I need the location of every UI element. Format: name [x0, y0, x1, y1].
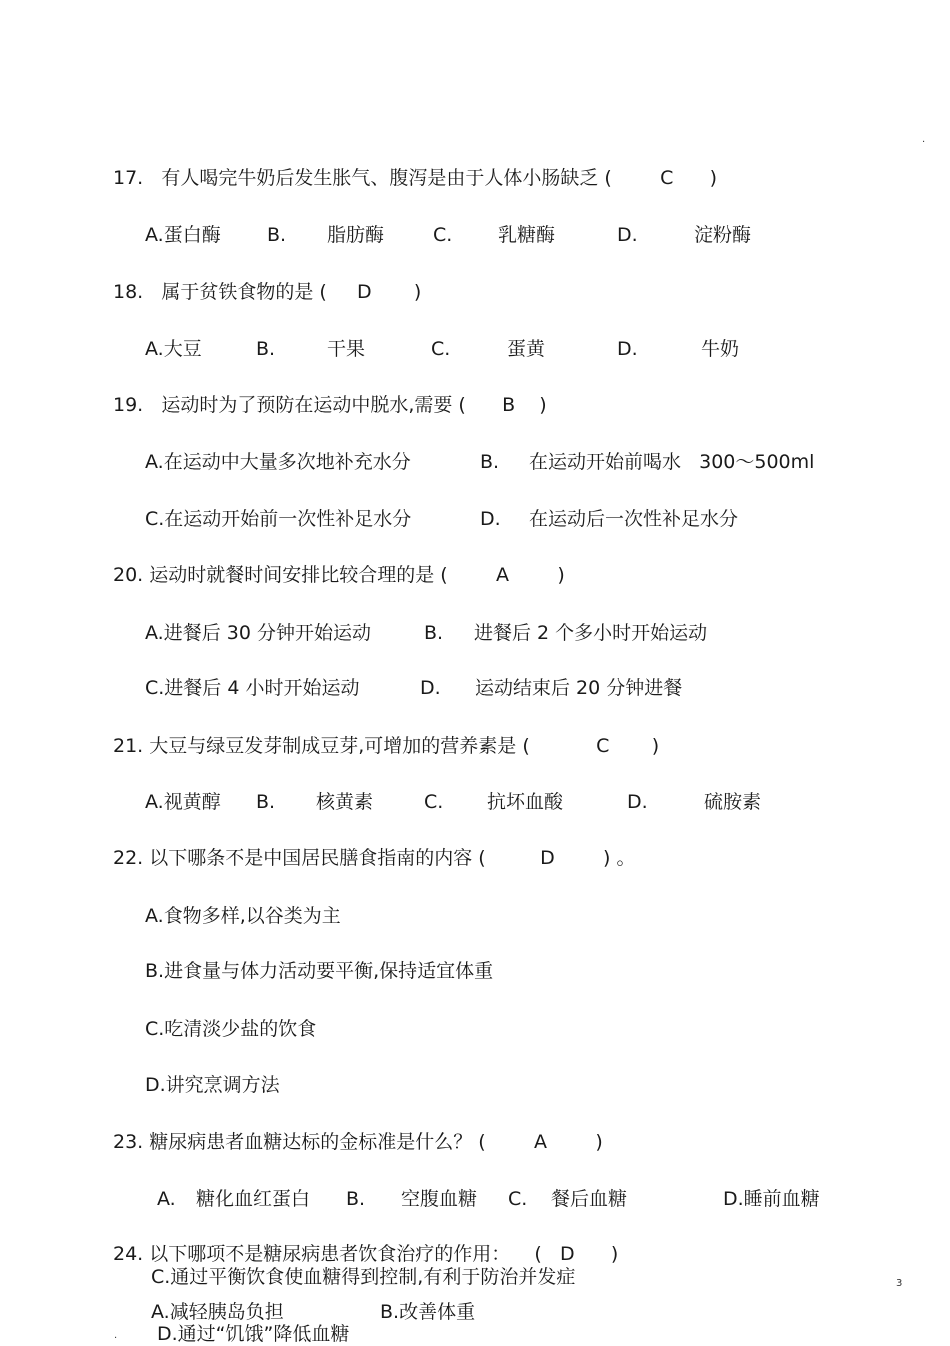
option-c-text: 蛋黄 [507, 338, 546, 360]
question-18-stem: 18. 属于贫铁食物的是 ( D ) [113, 281, 422, 303]
option-c-text: 乳糖酶 [498, 224, 556, 246]
option-d-letter: D. [420, 677, 441, 699]
option-a: A.视黄醇 [145, 791, 221, 813]
option-b: B.改善体重 [380, 1301, 476, 1323]
option-c-letter: C. [431, 338, 451, 360]
option-a: A.大豆 [145, 338, 202, 360]
option-c: C.通过平衡饮食使血糖得到控制,有利于防治并发症 [151, 1266, 576, 1288]
question-21-stem: 21. 大豆与绿豆发芽制成豆芽,可增加的营养素是 ( C ) [113, 735, 660, 757]
option-b-text: 干果 [327, 338, 366, 360]
option-b: B.进食量与体力活动要平衡,保持适宜体重 [145, 960, 494, 982]
option-b-letter: B. [267, 224, 287, 246]
option-b-letter: B. [346, 1188, 366, 1210]
option-b-text: 空腹血糖 [401, 1188, 478, 1210]
option-d-text: 硫胺素 [704, 791, 762, 813]
option-a: A.进餐后 30 分钟开始运动 [145, 622, 371, 644]
option-b-letter: B. [480, 451, 500, 473]
bottom-dot: . [114, 1330, 118, 1341]
option-b-letter: B. [256, 791, 276, 813]
option-b-text: 进餐后 2 个多小时开始运动 [474, 622, 708, 644]
question-17-stem: 17. 有人喝完牛奶后发生胀气、腹泻是由于人体小肠缺乏 ( C ) [113, 167, 718, 189]
option-b-text: 脂肪酶 [327, 224, 385, 246]
question-20-stem: 20. 运动时就餐时间安排比较合理的是 ( A ) [113, 564, 565, 586]
option-d-text: 牛奶 [701, 338, 740, 360]
option-a-text: 糖化血红蛋白 [196, 1188, 311, 1210]
option-a: A.减轻胰岛负担 [151, 1301, 284, 1323]
option-a: A.蛋白酶 [145, 224, 221, 246]
option-d: D.讲究烹调方法 [145, 1074, 280, 1096]
option-a: A.在运动中大量多次地补充水分 [145, 451, 411, 473]
option-c-text: 餐后血糖 [551, 1188, 628, 1210]
option-d-text: 在运动后一次性补足水分 [529, 508, 739, 530]
question-24-stem: 24. 以下哪项不是糖尿病患者饮食治疗的作用： ( D ) [113, 1243, 619, 1265]
option-b-letter: B. [424, 622, 444, 644]
option-c-letter: C. [508, 1188, 528, 1210]
option-c: C.进餐后 4 小时开始运动 [145, 677, 360, 699]
corner-dot: . [922, 134, 926, 145]
option-d-letter: D. [480, 508, 501, 530]
option-d: D.通过“饥饿”降低血糖 [157, 1323, 350, 1345]
option-d-text: 运动结束后 20 分钟进餐 [475, 677, 683, 699]
question-19-stem: 19. 运动时为了预防在运动中脱水,需要 ( B ) [113, 394, 547, 416]
option-b-text: 核黄素 [316, 791, 374, 813]
option-d: D.睡前血糖 [723, 1188, 820, 1210]
option-c-text: 抗坏血酸 [487, 791, 564, 813]
option-b-letter: B. [256, 338, 276, 360]
option-c-letter: C. [433, 224, 453, 246]
option-c: C.在运动开始前一次性补足水分 [145, 508, 412, 530]
option-c: C.吃清淡少盐的饮食 [145, 1018, 317, 1040]
option-b-text: 在运动开始前喝水 300～500ml [529, 451, 815, 473]
option-d-letter: D. [627, 791, 648, 813]
option-d-letter: D. [617, 224, 638, 246]
page-number: 3 [896, 1278, 903, 1289]
option-d-text: 淀粉酶 [694, 224, 752, 246]
question-23-stem: 23. 糖尿病患者血糖达标的金标准是什么？ ( A ) [113, 1131, 603, 1153]
option-d-letter: D. [617, 338, 638, 360]
option-a-letter: A. [157, 1188, 176, 1210]
question-22-stem: 22. 以下哪条不是中国居民膳食指南的内容 ( D ) 。 [113, 847, 636, 869]
option-c-letter: C. [424, 791, 444, 813]
option-a: A.食物多样,以谷类为主 [145, 905, 341, 927]
